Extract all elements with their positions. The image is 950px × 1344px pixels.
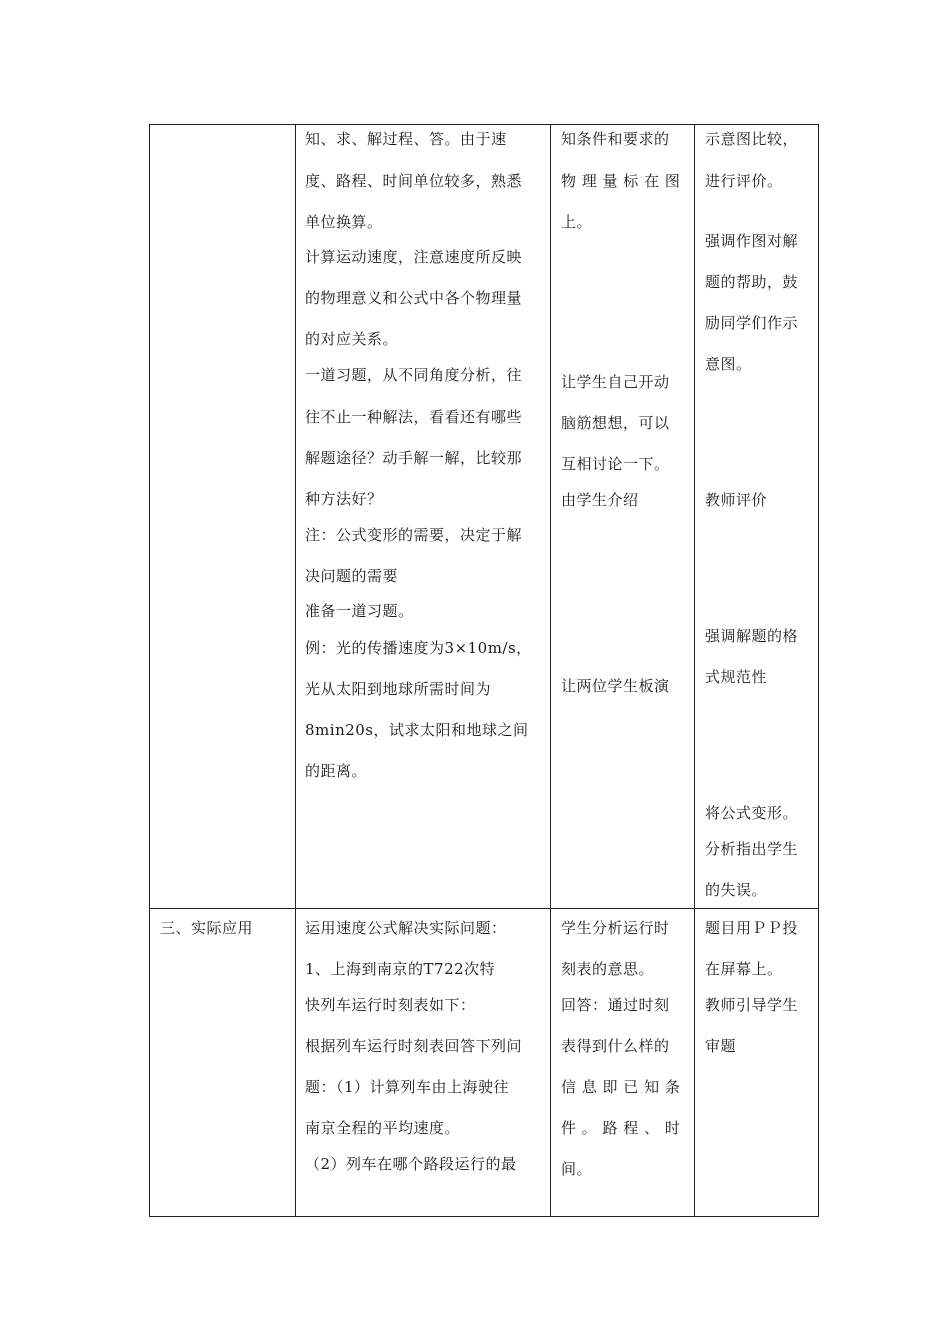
text-line: 8min20s，试求太阳和地球之间: [305, 721, 529, 739]
column-divider-2: [550, 124, 551, 1217]
text-line: 教师引导学生: [705, 996, 799, 1014]
text-line: 物 理 量 标 在 图: [561, 172, 681, 190]
text-line: 分析指出学生: [705, 840, 799, 858]
text-line: 件 。 路 程 、 时: [561, 1119, 681, 1137]
table-bottom-border: [149, 1216, 819, 1217]
text-line: 种方法好？: [305, 490, 383, 508]
column-divider-3: [694, 124, 695, 1217]
text-line: 快列车运行时刻表如下：: [305, 996, 476, 1014]
text-line: 励同学们作示: [705, 314, 799, 332]
text-line: 题的帮助，鼓: [705, 273, 799, 291]
row2-student-cell: [561, 0, 691, 1216]
text-line: 往不止一种解法，看看还有哪些: [305, 408, 523, 426]
text-line: 强调作图对解: [705, 232, 799, 250]
text-line: 的对应关系。: [305, 330, 399, 348]
text-line: 回答：通过时刻: [561, 996, 670, 1014]
row2-teacher-cell: [705, 0, 817, 1216]
text-line: 将公式变形。: [705, 804, 799, 822]
text-line: 例：光的传播速度为3×10m/s，: [305, 639, 532, 657]
text-line: 进行评价。: [705, 172, 783, 190]
text-line: 准备一道习题。: [305, 602, 414, 620]
text-line: 的距离。: [305, 762, 368, 780]
text-line: 的失误。: [705, 881, 768, 899]
text-line: 题目用ＰＰ投: [705, 919, 799, 937]
row2-content-cell: [305, 0, 547, 1216]
text-line: 让两位学生板演: [561, 677, 670, 695]
text-line: 学生分析运行时: [561, 919, 670, 937]
section-title: 三、实际应用: [160, 919, 254, 937]
text-line: （2）列车在哪个路段运行的最: [305, 1155, 517, 1173]
text-line: 注：公式变形的需要，决定于解: [305, 526, 523, 544]
text-line: 教师评价: [705, 491, 768, 509]
text-line: 审题: [705, 1037, 737, 1055]
text-line: 强调解题的格: [705, 627, 799, 645]
text-line: 1、上海到南京的T722次特: [305, 960, 496, 978]
table-left-border: [149, 124, 150, 1217]
text-line: 知条件和要求的: [561, 130, 670, 148]
text-line: 知、求、解过程、答。由于速: [305, 130, 507, 148]
table-right-border: [818, 124, 819, 1217]
text-line: 决问题的需要: [305, 567, 399, 585]
text-line: 脑筋想想，可以: [561, 414, 670, 432]
text-line: 度、路程、时间单位较多，熟悉: [305, 172, 523, 190]
text-line: 运用速度公式解决实际问题：: [305, 919, 507, 937]
text-line: 计算运动速度，注意速度所反映: [305, 248, 523, 266]
text-line: 南京全程的平均速度。: [305, 1119, 461, 1137]
row2-section-cell: [160, 0, 292, 1216]
text-line: 让学生自己开动: [561, 373, 670, 391]
text-line: 由学生介绍: [561, 491, 639, 509]
text-line: 一道习题，从不同角度分析，往: [305, 366, 523, 384]
text-line: 题：（1）计算列车由上海驶往: [305, 1078, 510, 1096]
text-line: 式规范性: [705, 668, 768, 686]
text-line: 光从太阳到地球所需时间为: [305, 680, 492, 698]
text-line: 根据列车运行时刻表回答下列问: [305, 1037, 523, 1055]
text-line: 在屏幕上。: [705, 960, 783, 978]
text-line: 间。: [561, 1160, 593, 1178]
text-line: 的物理意义和公式中各个物理量: [305, 289, 523, 307]
column-divider-1: [295, 124, 296, 1217]
text-line: 信 息 即 已 知 条: [561, 1078, 681, 1096]
text-line: 示意图比较，: [705, 130, 799, 148]
text-line: 单位换算。: [305, 213, 383, 231]
text-line: 解题途径？动手解一解，比较那: [305, 449, 523, 467]
text-line: 上。: [561, 213, 593, 231]
text-line: 互相讨论一下。: [561, 455, 670, 473]
text-line: 表得到什么样的: [561, 1037, 670, 1055]
text-line: 意图。: [705, 355, 752, 373]
text-line: 刻表的意思。: [561, 960, 655, 978]
